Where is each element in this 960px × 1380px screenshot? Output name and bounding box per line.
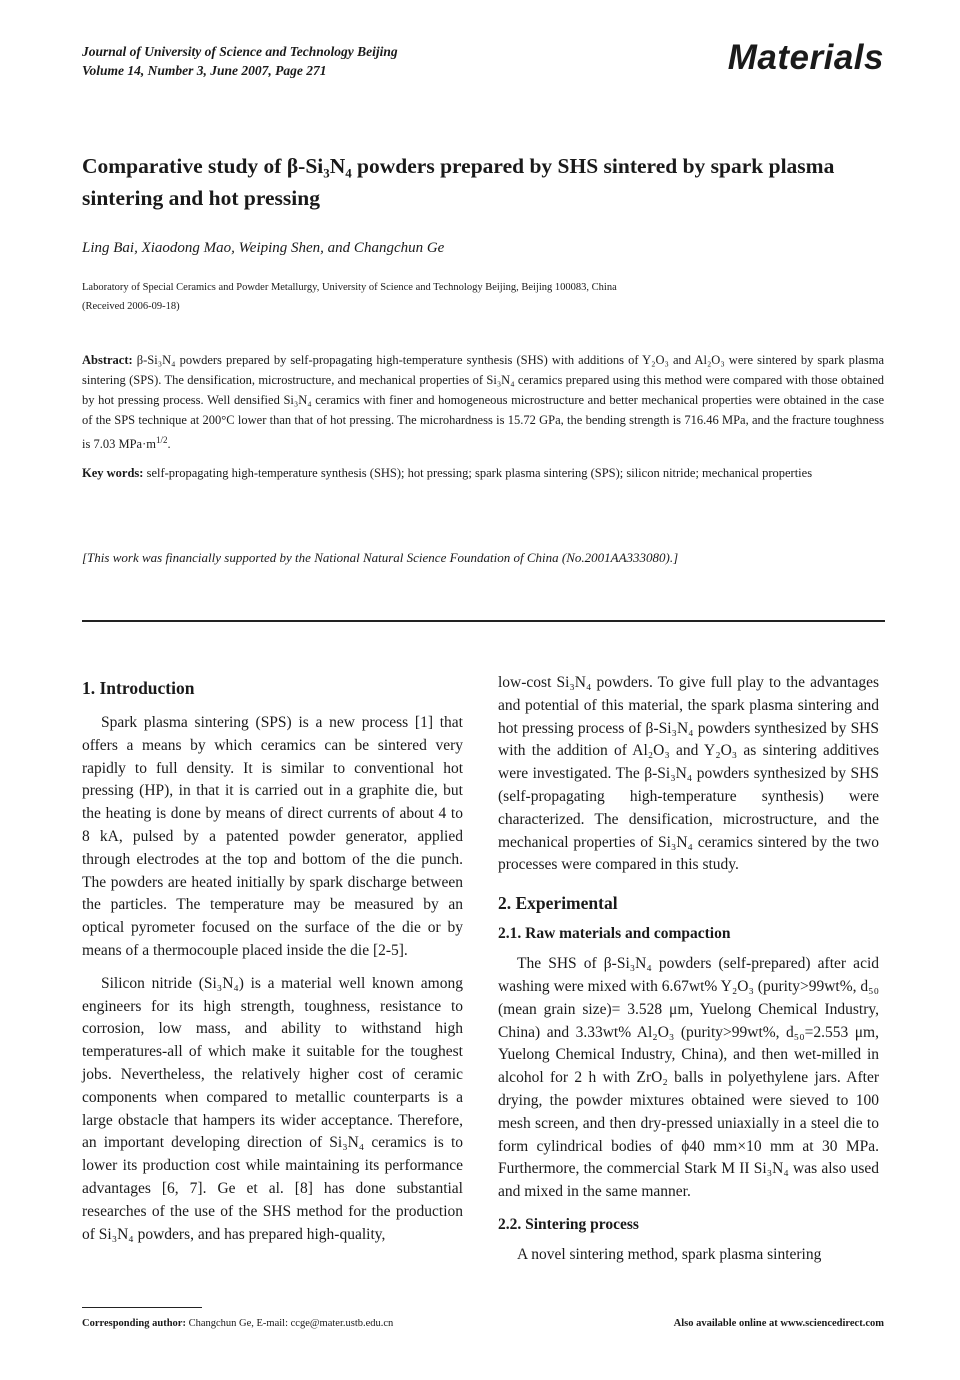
keywords-label: Key words:: [82, 466, 144, 480]
received-date: (Received 2006-09-18): [82, 301, 180, 312]
paragraph: A novel sintering method, spark plasma sintering: [517, 1245, 822, 1263]
footnote-divider: [82, 1307, 202, 1308]
abstract-text: β-Si₃N₄ powders prepared by self-propagating high-temperature synthesis (SHS) with additions of Y₂O₃ and Al₂O₃ were sintered by spark plasma sintering (SPS). The densification, microstructure, and mechanical properties of Si₃N₄ ceramics prepared using this method were compared with those obtained by hot pressing process. Well densified Si₃N₄ ceramics with finer and homogeneous microstructure and better mechanical properties were obtained in the case of the SPS technique at 200°C lower than that of hot pressing. The microhardness is 15.72 GPa, the bending strength is 716.46 MPa, and the fracture toughness is 7.03 MPa·m: [82, 353, 884, 452]
article-title: Comparative study of β-Si₃N₄ powders prepared by SHS sintered by spark plasma sintering and hot pressing: [82, 154, 835, 210]
paragraph: The SHS of β-Si₃N₄ powders (self-prepared) after acid washing were mixed with 6.67wt% Y₂O₃ (purity>99wt%, d₅₀ (mean grain size)= 3.528 μm, Yuelong Chemical Industry, China) and 3.33wt% Al₂O₃ (purity>99wt%, d₅₀=2.553 μm, Yuelong Chemical Industry, China), and then wet-milled in alcohol for 2 h with ZrO₂ balls in polyethylene jars. After drying, the powder mixtures obtained were sieved to 100 mesh screen, and then dry-pressed uniaxially in a steel die to form cylindrical bodies of ϕ40 mm×10 mm at 30 MPa. Furthermore, the commercial Stark M II Si₃N₄ was also used and mixed in the same manner.: [498, 955, 879, 1201]
paragraph: Silicon nitride (Si₃N₄) is a material well known among engineers for its high strength, toughness, resistance to corrosion, low mass, and ability to withstand high temperatures-all of which make it suitable for the toughest jobs. Nevertheless, the relatively higher cost of ceramic components when compared to metallic counterparts is a large obstacle that hampers its wider acceptance. Therefore, an important developing direction of Si₃N₄ ceramics is to lower its production cost while maintaining its performance advantages [6, 7]. Ge et al. [8] has done substantial researches of the use of the SHS method for the production of Si₃N₄ powders, and has prepared high-quality,: [82, 974, 463, 1243]
journal-citation: [82, 42, 398, 80]
subsection-heading-raw-materials: 2.1. Raw materials and compaction: [498, 925, 731, 943]
online-availability: Also available online at www.sciencedirect.com: [673, 1318, 884, 1329]
abstract-exponent: 1/2: [155, 435, 168, 445]
section-heading-experimental: 2. Experimental: [498, 893, 618, 914]
keywords: [82, 463, 884, 483]
left-column: [82, 672, 463, 1256]
journal-volume: Volume 14, Number 3, June 2007, Page 271: [82, 63, 327, 78]
affiliation-block: [82, 278, 882, 316]
author-list: Ling Bai, Xiaodong Mao, Weiping Shen, and Changchun Ge: [82, 240, 445, 256]
keywords-text: self-propagating high-temperature synthesis (SHS); hot pressing; spark plasma sintering (SPS); silicon nitride; mechanical properties: [146, 466, 813, 480]
abstract: Abstract: β-Si₃N₄ powders prepared by self-propagating high-temperature synthesis (SHS) with additions of Y₂O₃ and Al₂O₃ were sintered by spark plasma sintering (SPS). The densification, microstructure, and mechanical properties of Si₃N₄ ceramics prepared using this method were compared with those obtained by hot pressing process. Well densified Si₃N₄ ceramics with finer and homogeneous microstructure and better mechanical properties were obtained in the case of the SPS technique at 200°C lower than that of hot pressing. The microhardness is 15.72 GPa, the bending strength is 716.46 MPa, and the fracture toughness is 7.03 $MPa\cdot m^{1/2}$.: [82, 353, 884, 452]
funding-note: [This work was financially supported by the National Natural Science Foundation of China (No.2001AA333080).]: [82, 550, 679, 565]
right-column: [498, 672, 879, 1277]
header-divider: [82, 620, 885, 622]
paragraph: low-cost Si₃N₄ powders. To give full play to the advantages and potential of this material, the spark plasma sintering and hot pressing process of β-Si₃N₄ powders synthesized by SHS with the addition of Al₂O₃ and Y₂O₃ as sintering additives were investigated. The β-Si₃N₄ powders synthesized by SHS (self-propagating high-temperature synthesis) were characterized. The densification, microstructure, and the mechanical properties of Si₃N₄ ceramics sintered by the two processes were compared in this study.: [498, 674, 879, 874]
journal-name: Journal of University of Science and Technology Beijing: [82, 44, 398, 59]
corresponding-author: [82, 1318, 393, 1329]
section-heading-introduction: 1. Introduction: [82, 678, 195, 698]
corresponding-label: Corresponding author:: [82, 1318, 186, 1329]
section-label: Materials: [727, 38, 884, 77]
affiliation: Laboratory of Special Ceramics and Powder Metallurgy, University of Science and Technology Beijing, Beijing 100083, China: [82, 282, 617, 293]
subsection-heading-sintering: 2.2. Sintering process: [498, 1215, 639, 1233]
abstract-label: Abstract:: [82, 353, 133, 367]
corresponding-text: Changchun Ge, E-mail: ccge@mater.ustb.edu.cn: [185, 1318, 394, 1329]
paragraph: Spark plasma sintering (SPS) is a new process [1] that offers a means by which ceramics can be sintered very rapidly to full density. It is similar to conventional hot pressing (HP), in that it is carried out in a graphite die, but the heating is done by means of direct currents of about 4 to 8 kA, pulsed by a patented powder generator, applied through electrodes at the top and bottom of the die punch. The powders are heated initially by spark discharge between the particles. The temperature may be measured by an optical pyrometer focused on the surface of the die or by means of a thermocouple placed inside the die [2-5].: [82, 714, 463, 959]
